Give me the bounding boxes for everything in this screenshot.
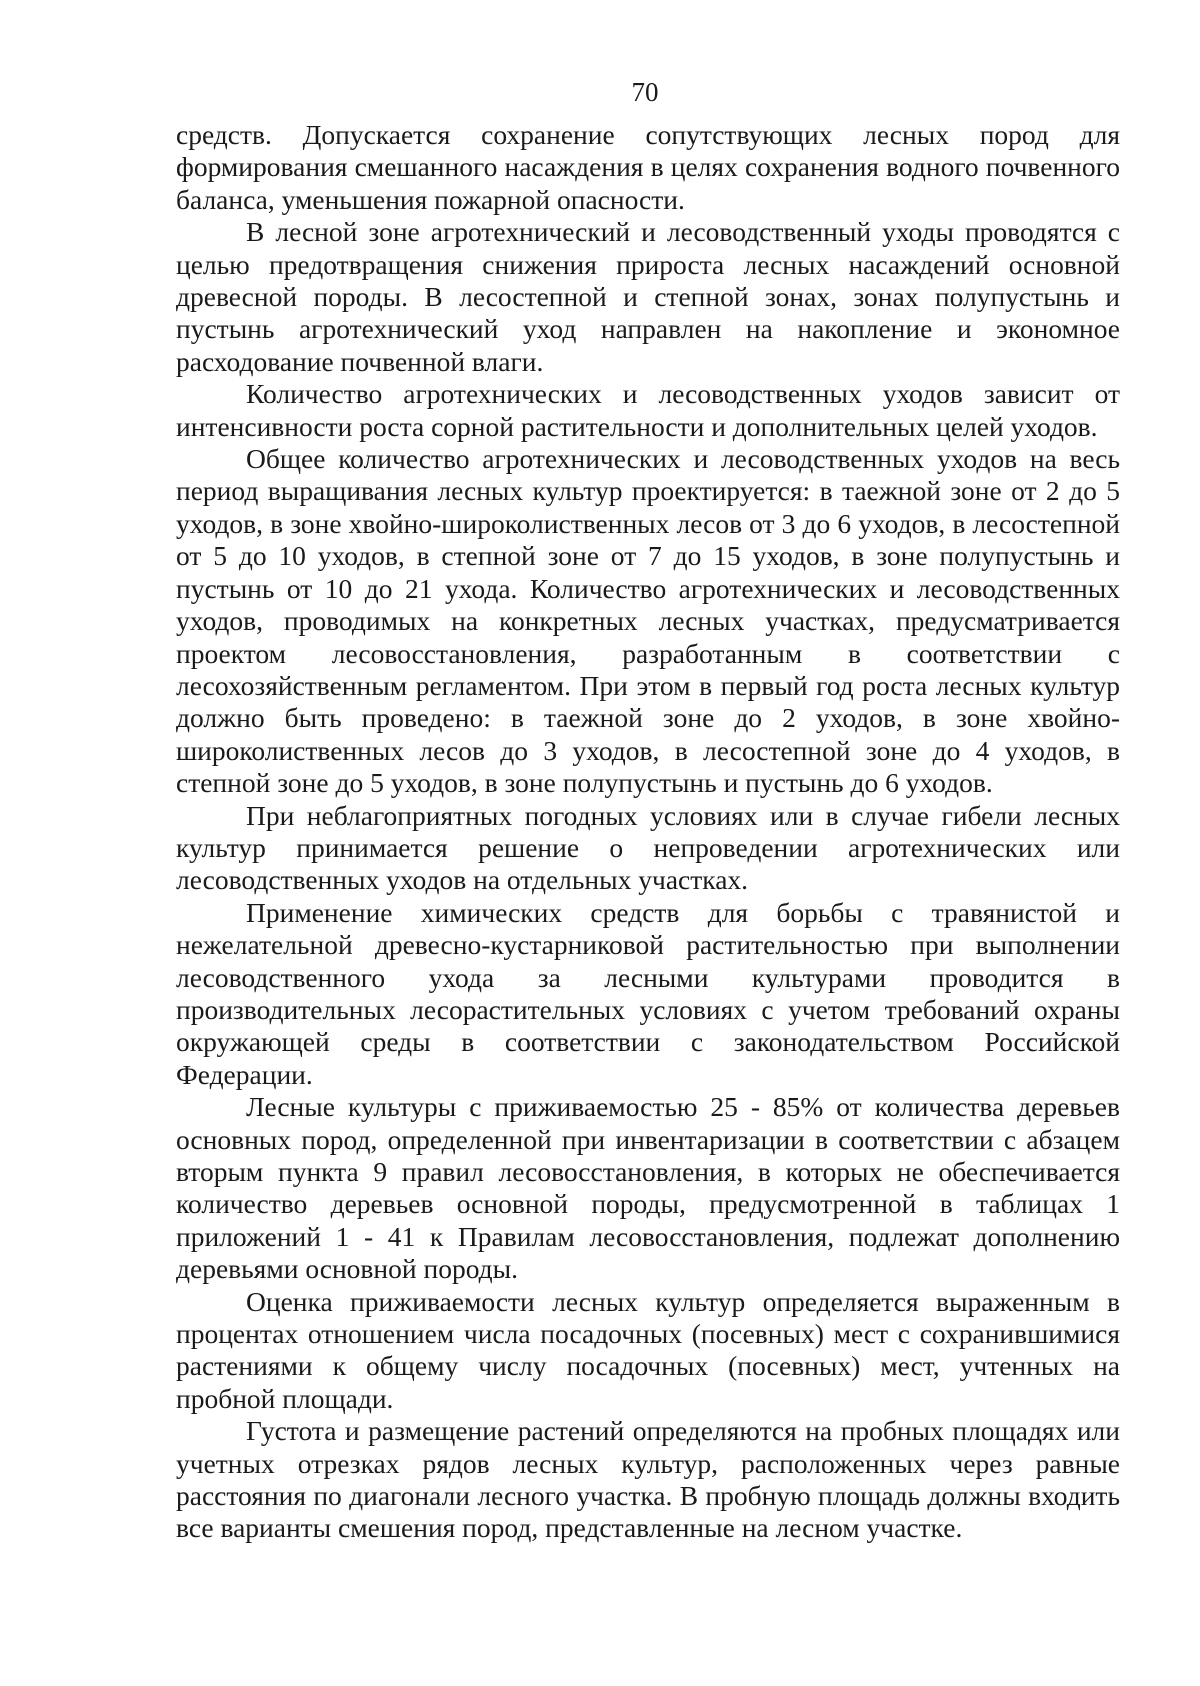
paragraph-adverse-conditions: При неблагоприятных погодных условиях или в случае гибели лесных культур принимается решение о непроведении агротехнических или лесоводственных уходов на отдельных участках. bbox=[176, 799, 1120, 896]
paragraph-total-care-count: Общее количество агротехнических и лесоводственных уходов на весь период выращивания лесных культур проектируется: в таежной зоне от 2 до 5 уходов, в зоне хвойно-широколиственных лесов от 3 до 6 уходов, в лесостепной от 5 до 10 уходов, в степной зоне от 7 до 15 уходов, в зоне полупустынь и пустынь от 10 до 21 ухода. Количество агротехнических и лесоводственных уходов, проводимых на конкретных лесных участках, предусматривается проектом лесовосстановления, разработанным в соответствии с лесохозяйственным регламентом. При этом в первый год роста лесных культур должно быть проведено: в таежной зоне до 2 уходов, в зоне хвойно-широколиственных лесов до 3 уходов, в лесостепной зоне до 4 уходов, в степной зоне до 5 уходов, в зоне полупустынь и пустынь до 6 уходов. bbox=[176, 443, 1120, 799]
document-body bbox=[176, 119, 1120, 1545]
paragraph-density-placement: Густота и размещение растений определяются на пробных площадях или учетных отрезках рядов лесных культур, расположенных через равные расстояния по диагонали лесного участка. В пробную площадь должны входить все варианты смешения пород, представленные на лесном участке. bbox=[176, 1415, 1120, 1544]
paragraph-care-count-factors: Количество агротехнических и лесоводственных уходов зависит от интенсивности роста сорной растительности и дополнительных целей уходов. bbox=[176, 378, 1120, 442]
paragraph-survival-assessment: Оценка приживаемости лесных культур определяется выраженным в процентах отношением числа посадочных (посевных) мест с сохранившимися растениями к общему числу посадочных (посевных) мест, учтенных на пробной площади. bbox=[176, 1285, 1120, 1414]
page-number: 70 bbox=[631, 77, 659, 107]
paragraph-chemical-means: Применение химических средств для борьбы с травянистой и нежелательной древесно-кустарниковой растительностью при выполнении лесоводственного ухода за лесными культурами проводится в производительных лесорастительных условиях с учетом требований охраны окружающей среды в соответствии с законодательством Российской Федерации. bbox=[176, 896, 1120, 1090]
paragraph-continuation: средств. Допускается сохранение сопутствующих лесных пород для формирования смешанного насаждения в целях сохранения водного почвенного баланса, уменьшения пожарной опасности. bbox=[176, 119, 1120, 215]
paragraph-survival-rate: Лесные культуры с приживаемостью 25 - 85% от количества деревьев основных пород, определенной при инвентаризации в соответствии с абзацем вторым пункта 9 правил лесовосстановления, в которых не обеспечивается количество деревьев основной породы, предусмотренной в таблицах 1 приложений 1 - 41 к Правилам лесовосстановления, подлежат дополнению деревьями основной породы. bbox=[176, 1091, 1120, 1285]
paragraph-care-purpose: В лесной зоне агротехнический и лесоводственный уходы проводятся с целью предотвращения снижения прироста лесных насаждений основной древесной породы. В лесостепной и степной зонах, зонах полупустынь и пустынь агротехнический уход направлен на накопление и экономное расходование почвенной влаги. bbox=[176, 216, 1120, 377]
